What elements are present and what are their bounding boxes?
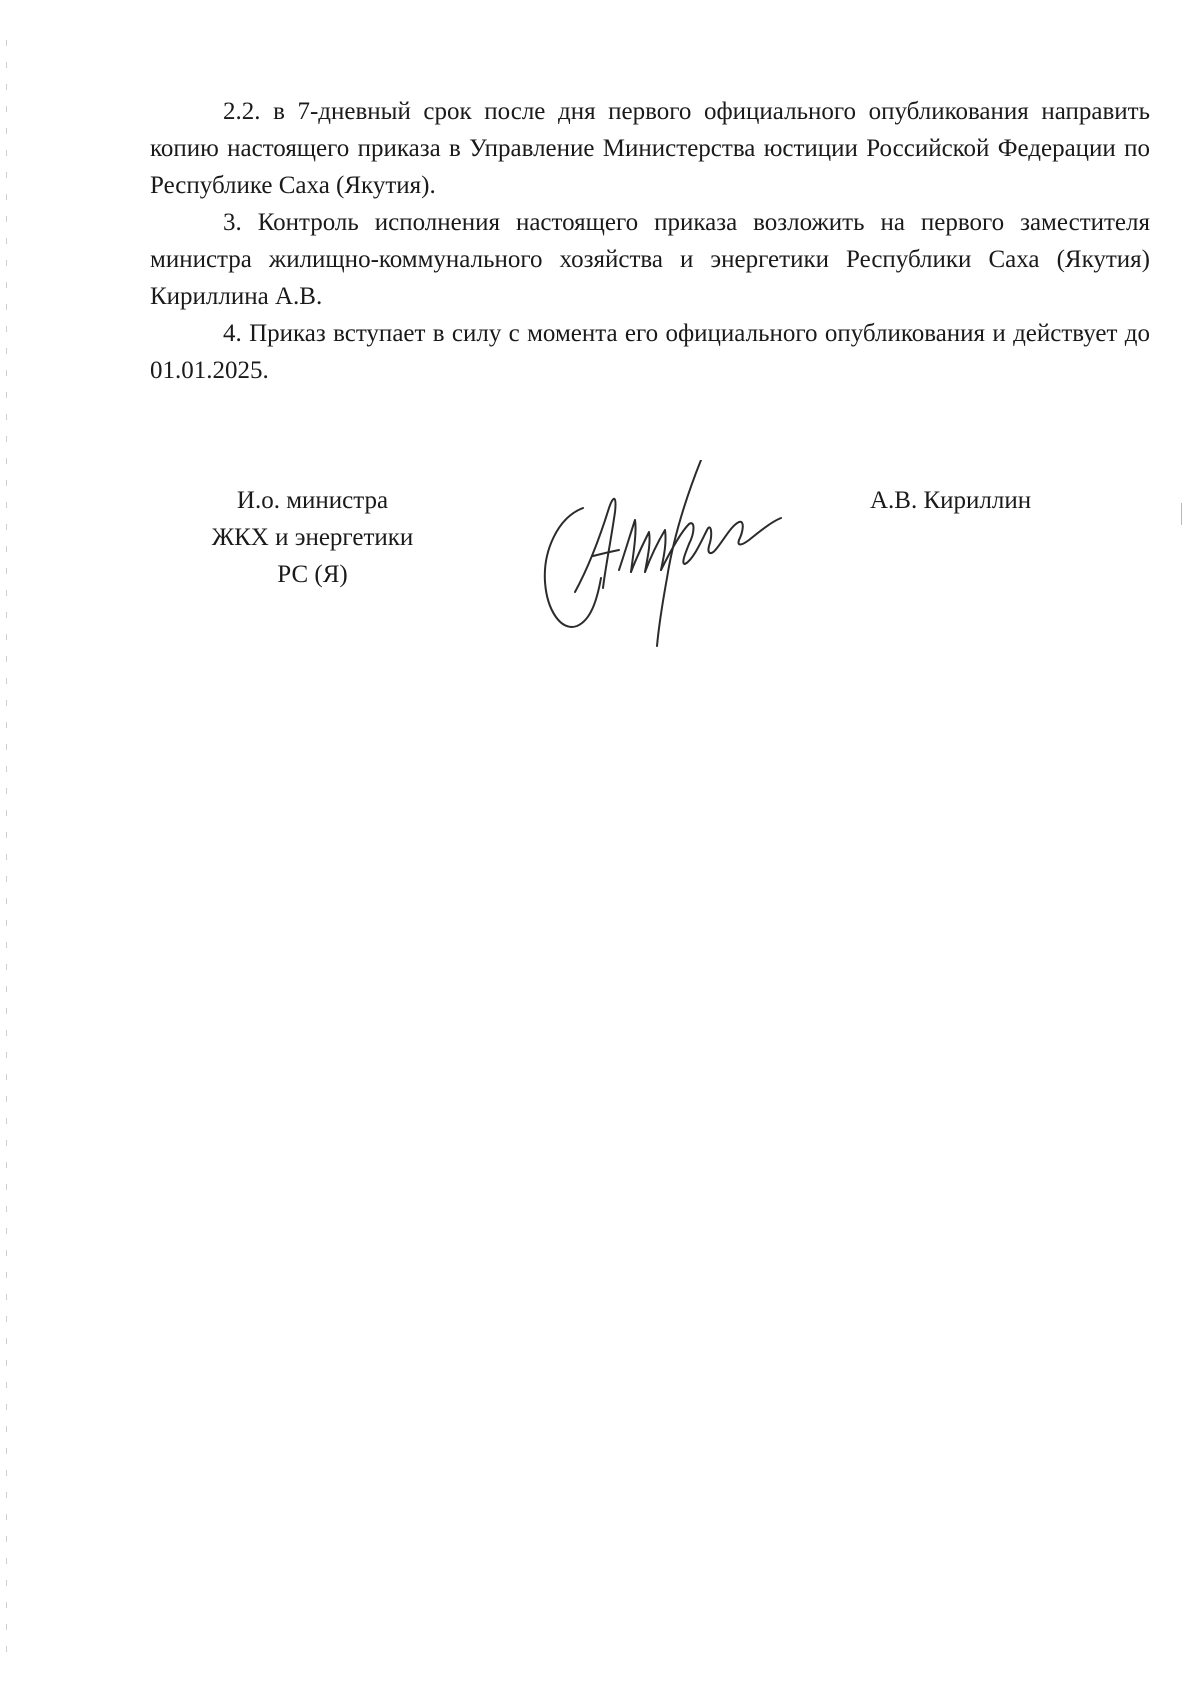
paragraph-4: 4. Приказ вступает в силу с момента его официального опубликования и действует до 01.01.2025. bbox=[150, 320, 1150, 384]
scan-mark-artifact bbox=[1181, 503, 1182, 525]
paragraph-3: 3. Контроль исполнения настоящего приказа возложить на первого заместителя министра жилищно-коммунального хозяйства и энергетики Республики Саха (Якутия) Кириллина А.В. bbox=[150, 209, 1150, 310]
document-body bbox=[150, 93, 1150, 389]
signatory-position-line-2: ЖКХ и энергетики bbox=[211, 524, 414, 551]
signatory-position-line-3: РС (Я) bbox=[277, 561, 348, 588]
signatory-position bbox=[190, 482, 435, 593]
signatory-name: А.В. Кириллин bbox=[870, 487, 1032, 514]
scan-edge-artifact bbox=[6, 40, 7, 1660]
signatory-position-line-1: И.о. министра bbox=[236, 487, 389, 514]
handwritten-signature bbox=[535, 460, 805, 650]
paragraph-2-2: 2.2. в 7-дневный срок после дня первого официального опубликования направить копию настоящего приказа в Управление Министерства юстиции Российской Федерации по Республике Саха (Якутия). bbox=[150, 98, 1150, 199]
